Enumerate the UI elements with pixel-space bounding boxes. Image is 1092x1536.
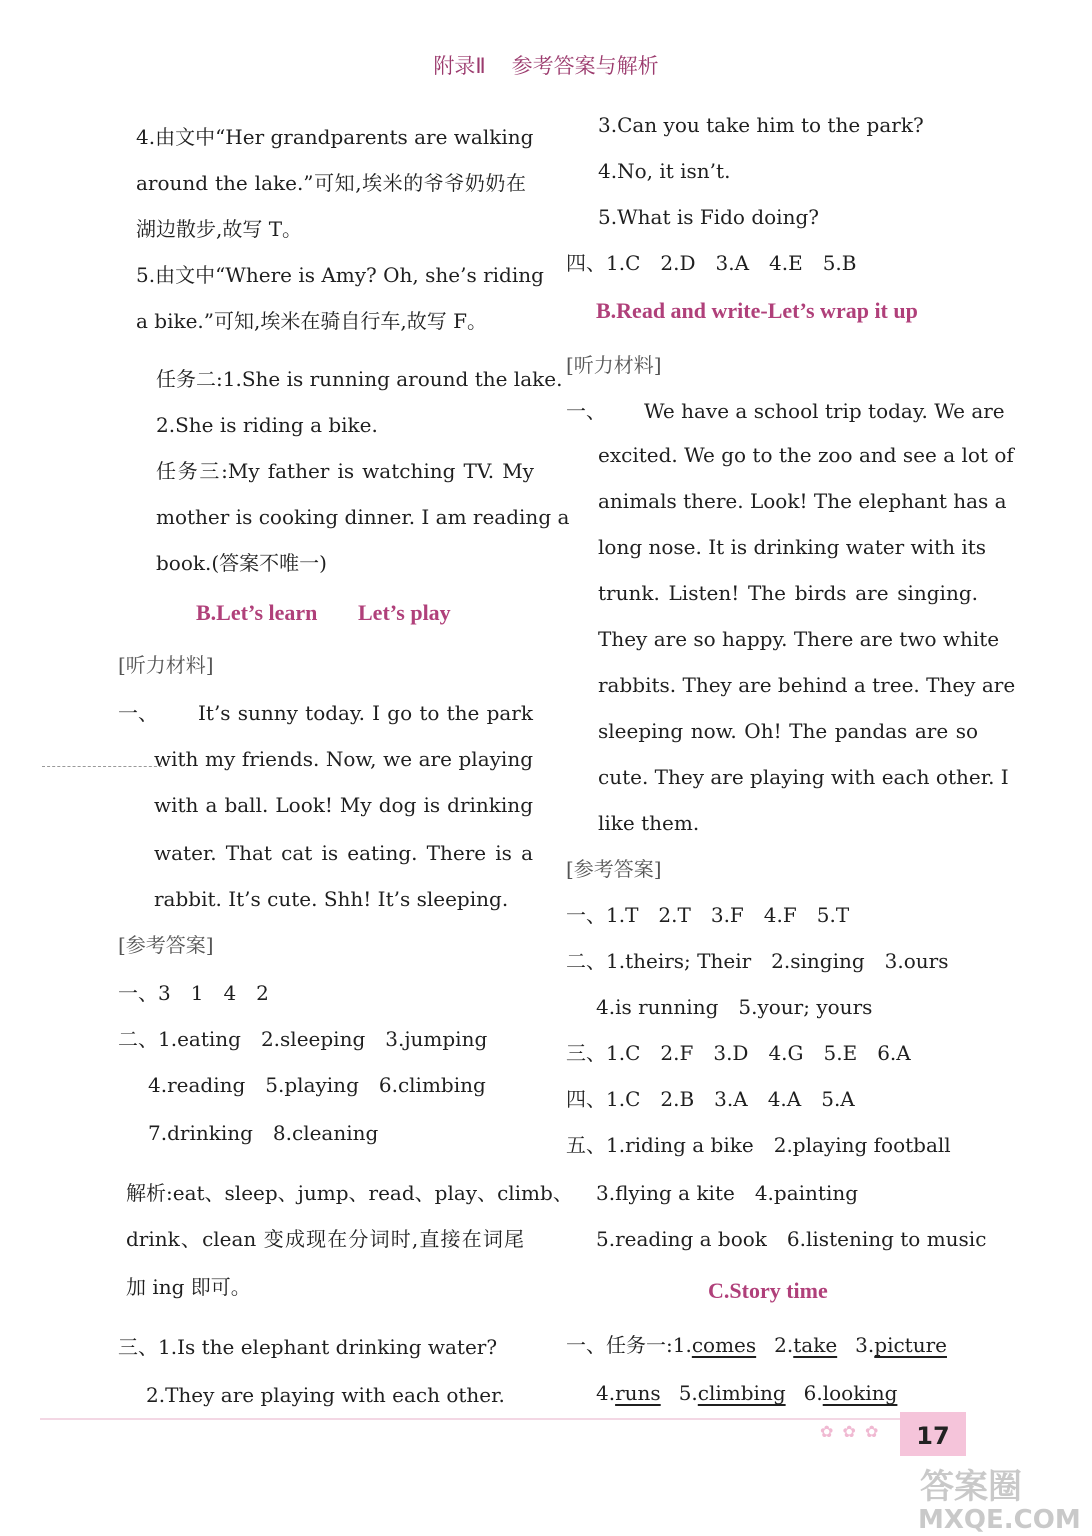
left-line-2: around the lake.”可知,埃米的爷爷奶奶在 [136, 171, 526, 195]
task3-line-2: mother is cooking dinner. I am reading a [156, 505, 570, 529]
explanation-line-2: drink、clean 变成现在分词时,直接在词尾 [126, 1227, 524, 1251]
right-answer-line-1: 一、1.T 2.T 3.F 4.F 5.T [566, 903, 850, 927]
task3-line-1: 任务三:My father is watching TV. My [156, 459, 534, 483]
listening-section-number-right: 一、 [566, 399, 606, 423]
left-line-1: 4.由文中“Her grandparents are walking [136, 125, 534, 149]
page-number: 17 [900, 1412, 966, 1456]
listening-line-5: rabbit. It’s cute. Shh! It’s sleeping. [154, 887, 509, 911]
listening-line-2: with my friends. Now, we are playing [154, 747, 533, 771]
left-line-4: 5.由文中“Where is Amy? Oh, she’s riding [136, 263, 544, 287]
listening-line-1: It’s sunny today. I go to the park [198, 701, 533, 725]
answer-number: 4. [596, 1381, 616, 1405]
right-line-1: 3.Can you take him to the park? [598, 113, 924, 137]
answer-number: 1. [672, 1333, 692, 1357]
right-answer-line-4: 三、1.C 2.F 3.D 4.G 5.E 6.A [566, 1041, 911, 1065]
answer-word-comes: comes [691, 1333, 757, 1357]
right-listening-line-1: We have a school trip today. We are [644, 399, 1005, 423]
section-title-lets-play: Let’s play [358, 600, 451, 625]
answer-line-2: 二、1.eating 2.sleeping 3.jumping [118, 1027, 488, 1051]
right-answer-line-3: 4.is running 5.your; yours [596, 995, 873, 1019]
right-listening-line-6: They are so happy. There are two white [598, 627, 1000, 651]
answer-word-take: take [793, 1333, 838, 1357]
right-listening-line-8: sleeping now. Oh! The pandas are so [598, 719, 978, 743]
answer-line-1: 一、3 1 4 2 [118, 981, 269, 1005]
left-line-5: a bike.”可知,埃米在骑自行车,故写 F。 [136, 309, 487, 333]
scan-dashed-mark [42, 766, 162, 767]
explanation-line-3: 加 ing 即可。 [126, 1275, 251, 1299]
footer-rule [40, 1418, 900, 1420]
story-answer-line-1 [566, 1330, 947, 1360]
right-listening-line-7: rabbits. They are behind a tree. They are [598, 673, 1016, 697]
left-line-3: 湖边散步,故写 T。 [136, 217, 303, 241]
right-line-3: 5.What is Fido doing? [598, 205, 819, 229]
right-line-2: 4.No, it isn’t. [598, 159, 731, 183]
sentence-line-2: 2.They are playing with each other. [146, 1383, 505, 1407]
answer-word-climbing: climbing [697, 1381, 786, 1405]
right-listening-line-9: cute. They are playing with each other. I [598, 765, 1009, 789]
footer-decoration: ✿ ✿ ✿ [820, 1422, 881, 1441]
answer-word-picture: picture [874, 1333, 947, 1357]
task3-line-3: book.(答案不唯一) [156, 551, 327, 575]
answer-word-looking: looking [822, 1381, 898, 1405]
right-answer-line-7: 3.flying a kite 4.painting [596, 1181, 859, 1205]
answer-word-runs: runs [615, 1381, 661, 1405]
answer-number: 6. [803, 1381, 823, 1405]
listening-material-label-right: [听力材料] [566, 353, 662, 377]
right-listening-line-4: long nose. It is drinking water with its [598, 535, 987, 559]
answer-line-3: 4.reading 5.playing 6.climbing [148, 1073, 486, 1097]
listening-material-label: [听力材料] [118, 653, 214, 677]
right-listening-line-2: excited. We go to the zoo and see a lot of [598, 443, 1014, 467]
right-listening-line-3: animals there. Look! The elephant has a [598, 489, 1007, 513]
right-answer-line-8: 5.reading a book 6.listening to music [596, 1227, 987, 1251]
page-header [0, 50, 1092, 80]
answer-label-right: [参考答案] [566, 857, 662, 881]
listening-line-3: with a ball. Look! My dog is drinking [154, 793, 533, 817]
watermark-logo: 答案圈 [920, 1467, 1022, 1507]
section-title-lets-learn: B.Let’s learn [196, 600, 318, 625]
right-answer-line-2: 二、1.theirs; Their 2.singing 3.ours [566, 949, 949, 973]
task1-prefix: 一、任务一: [566, 1333, 673, 1357]
right-listening-line-10: like them. [598, 811, 700, 835]
sentence-line-1: 三、1.Is the elephant drinking water? [118, 1335, 498, 1359]
right-line-4: 四、1.C 2.D 3.A 4.E 5.B [566, 251, 857, 275]
listening-line-4: water. That cat is eating. There is a [154, 841, 533, 865]
section-title-read-and-write: B.Read and write-Let’s wrap it up [596, 298, 918, 323]
section-title-story-time: C.Story time [708, 1278, 828, 1303]
answer-number: 5. [678, 1381, 698, 1405]
right-listening-line-5: trunk. Listen! The birds are singing. [598, 581, 978, 605]
right-answer-line-5: 四、1.C 2.B 3.A 4.A 5.A [566, 1087, 855, 1111]
listening-section-number: 一、 [118, 701, 158, 725]
watermark-url: MXQE.COM [918, 1505, 1081, 1535]
explanation-line-1: 解析:eat、sleep、jump、read、play、climb、 [126, 1181, 573, 1205]
answer-number: 3. [855, 1333, 875, 1357]
right-answer-line-6: 五、1.riding a bike 2.playing football [566, 1133, 951, 1157]
answer-number: 2. [774, 1333, 794, 1357]
task2-line-1: 任务二:1.She is running around the lake. [156, 367, 563, 391]
appendix-label: 附录Ⅱ [433, 54, 486, 78]
story-answer-line-2 [596, 1378, 897, 1408]
task2-line-2: 2.She is riding a bike. [156, 413, 378, 437]
answer-label: [参考答案] [118, 933, 214, 957]
answer-line-4: 7.drinking 8.cleaning [148, 1121, 379, 1145]
header-title: 参考答案与解析 [511, 54, 659, 78]
